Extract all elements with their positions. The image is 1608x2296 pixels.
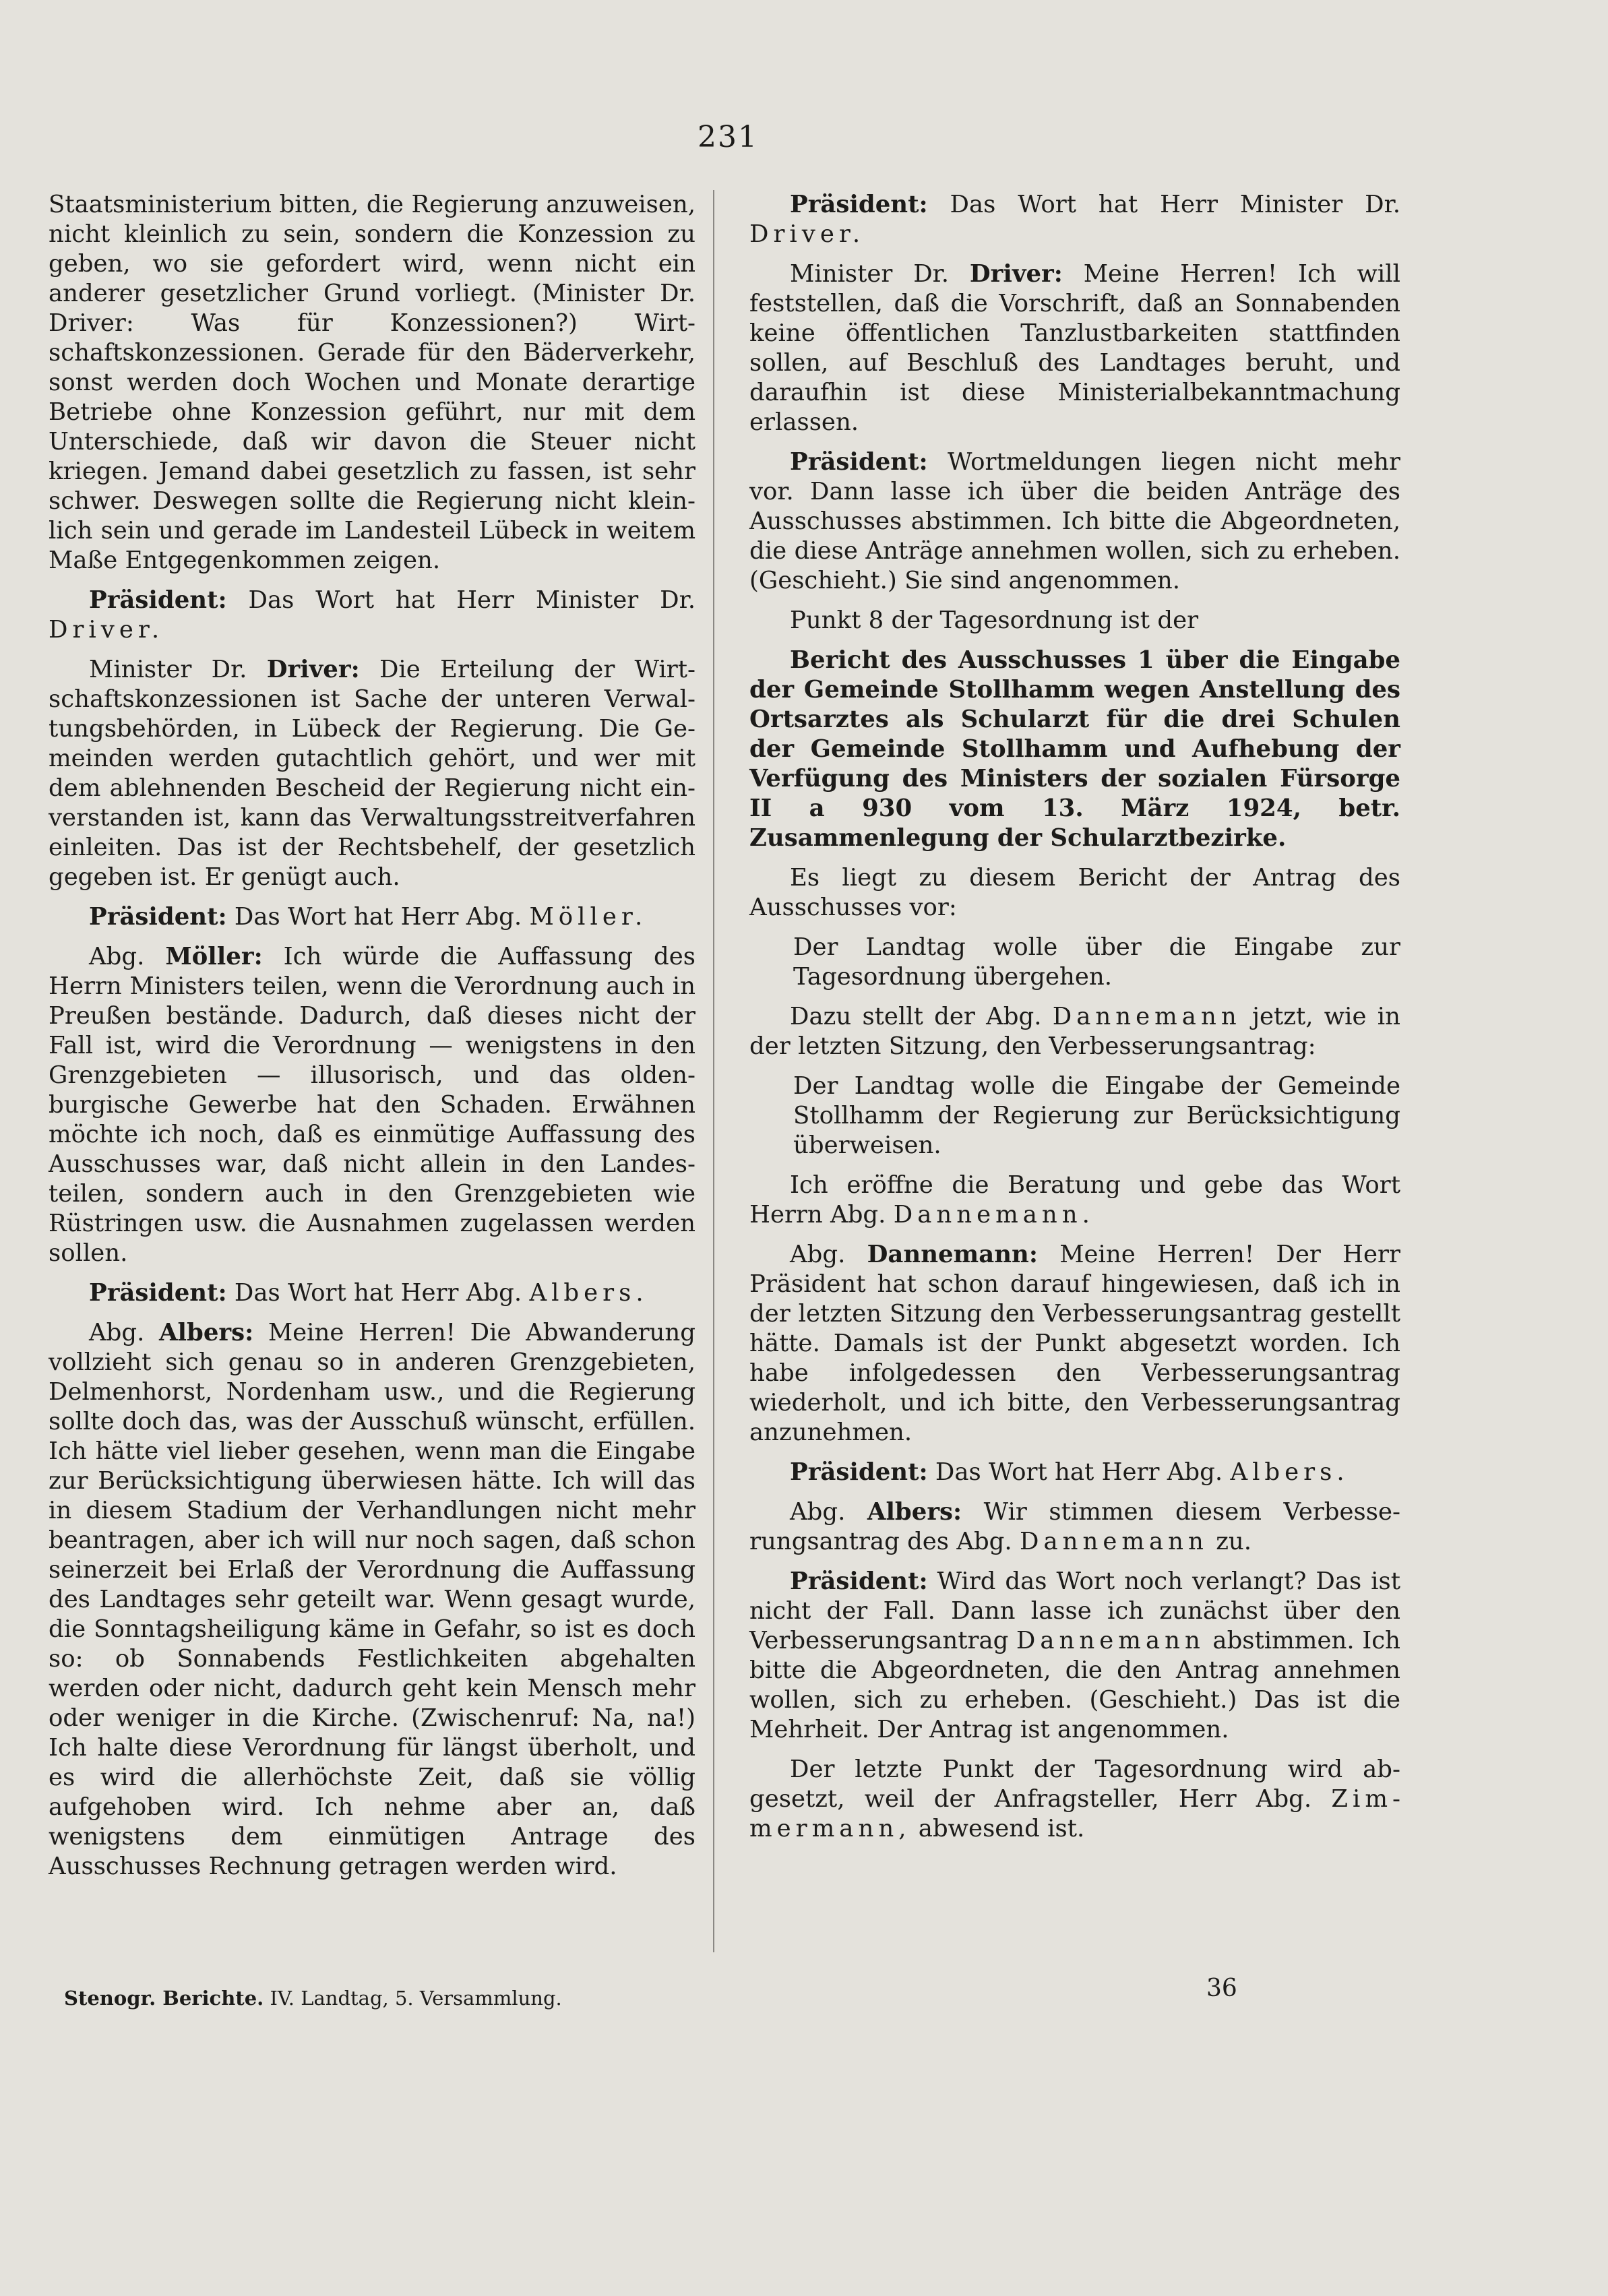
paragraph: Es liegt zu diesem Bericht der Antrag des Ausschusses vor:	[749, 864, 1400, 921]
speaker: Präsident:	[89, 903, 227, 931]
left-column	[49, 190, 695, 1892]
speaker: Driver:	[266, 656, 360, 683]
speech-text: abwesend ist.	[918, 1815, 1085, 1842]
speech-text: Der letzte Punkt der Tagesordnung wird abgesetzt, weil der Anfragsteller, Herr Abg.	[749, 1756, 1400, 1813]
speaker-title: Minister Dr.	[790, 260, 950, 288]
speech-text: Meine Herren! Ich will feststellen, daß die Vorschrift, daß an Sonnabenden keine öffentlichen Tanzlustbarkeiten stattfinden sollen, auf Beschluß des Landtages beruht, und daraufhin ist diese Ministerialbekanntmachung erlassen.	[749, 260, 1400, 436]
speech-text: Das Wort hat Herr Minister Dr.	[248, 586, 695, 614]
speaker-name: Dannemann	[1019, 1528, 1208, 1555]
speaker-title: Minister Dr.	[89, 656, 247, 683]
speaker-title: Abg.	[790, 1498, 846, 1526]
speaker: Albers:	[158, 1319, 254, 1346]
paragraph	[49, 1318, 695, 1882]
speaker: Präsident:	[790, 1568, 928, 1595]
speaker-name: Zimmermann,	[749, 1785, 1400, 1842]
speech-text: Das Wort hat Herr Minister Dr.	[950, 191, 1400, 218]
speaker-title: Abg.	[89, 1319, 145, 1346]
paragraph	[749, 1567, 1400, 1745]
speaker: Dannemann:	[867, 1241, 1038, 1268]
speaker-name: Dannemann.	[893, 1201, 1094, 1229]
speech-text: Wir stimmen diesem Verbesserungsantrag des Abg.	[749, 1498, 1400, 1555]
speech-text: Das Wort hat Herr Abg.	[935, 1458, 1223, 1486]
speech-text: Wortmeldungen liegen nicht mehr vor. Dann lasse ich über die beiden Anträge des Ausschusses abstimmen. Ich bitte die Abgeordneten, die diese Anträge annehmen wollen, sich zu erheben. (Geschieht.) Sie sind angenommen.	[749, 448, 1400, 594]
speaker-name: Dannemann	[1052, 1003, 1241, 1030]
paragraph: Staatsministerium bitten, die Regierung anzuweisen, nicht kleinlich zu sein, sondern die Konzession zu geben, wo sie gefordert wird, wenn nicht ein anderer gesetzlicher Grund vorliegt. (Minister Dr. Driver: Was für Konzessionen?) Wirtschaftskonzessionen. Gerade für den Bäderverkehr, sonst werden doch Wochen und Monate derartige Betriebe ohne Konzession geführt, nur mit dem Unterschiede, daß wir davon die Steuer nicht kriegen. Jemand dabei gesetzlich zu fassen, ist sehr schwer. Deswegen sollte die Regierung nicht kleinlich sein und gerade im Landesteil Lübeck in weitem Maße Entgegenkommen zeigen.	[49, 191, 695, 574]
paragraph	[49, 902, 695, 932]
speaker: Präsident:	[89, 586, 227, 614]
speech-text: Ich würde die Auffassung des Herrn Ministers teilen, wenn die Verordnung auch in Preußen bestände. Dadurch, daß dieses nicht der Fall ist, wird die Verordnung — wenigstens in den Grenzgebieten — illusorisch, und das oldenburgische Gewerbe hat den Schaden. Erwähnen möchte ich noch, daß es einmütige Auffassung des Ausschusses war, daß nicht allein in den Landesteilen, sondern auch in den Grenzgebieten wie Rüstringen usw. die Ausnahmen zugelassen werden sollen.	[49, 943, 695, 1267]
paragraph	[749, 259, 1400, 437]
speech-text: zu.	[1216, 1528, 1252, 1555]
speaker-title: Abg.	[89, 943, 145, 970]
footer-title: Stenogr. Berichte.	[64, 1987, 264, 2010]
page-number: 231	[698, 120, 758, 154]
speaker: Präsident:	[790, 191, 928, 218]
motion-quote: Der Landtag wolle die Eingabe der Gemeinde Stollhamm der Regierung zur Berücksichtigung überweisen.	[793, 1072, 1400, 1159]
footer-session: IV. Landtag, 5. Versammlung.	[270, 1987, 562, 2010]
speaker-name: Driver.	[49, 616, 164, 644]
paragraph	[749, 1171, 1400, 1230]
page-footer	[64, 1987, 562, 2010]
speech-text: Das Wort hat Herr Abg.	[234, 903, 522, 931]
speech-text: Dazu stellt der Abg.	[790, 1003, 1042, 1030]
paragraph	[749, 1755, 1400, 1844]
speech-text: Meine Herren! Die Abwanderung vollzieht sich genau so in anderen Grenzgebieten, Delmenhorst, Nordenham usw., und die Regierung sollte doch das, was der Ausschuß wünscht, erfüllen. Ich hätte viel lieber gesehen, wenn man die Eingabe zur Berücksichtigung überwiesen hätte. Ich will das in diesem Stadium der Verhandlungen nicht mehr beantragen, aber ich will nur noch sagen, daß schon seinerzeit bei Erlaß der Verordnung die Auffassung des Landtages sehr geteilt war. Wenn gesagt wurde, die Sonntagsheiligung käme in Gefahr, so ist es doch so: ob Sonnabends Festlichkeiten abgehalten werden oder nicht, dadurch geht kein Mensch mehr oder weniger in die Kirche. (Zwischenruf: Na, na!) Ich halte diese Verordnung für längst überholt, und es wird die allerhöchste Zeit, daß sie völlig aufgehoben wird. Ich nehme aber an, daß wenigstens dem einmütigen Antrage des Ausschusses Rechnung getragen werden wird.	[49, 1319, 695, 1880]
paragraph	[749, 1497, 1400, 1557]
speech-text: Meine Herren! Der Herr Präsident hat schon darauf hingewiesen, daß ich in der letzten Sitzung den Verbesserungsantrag gestellt hätte. Damals ist der Punkt abgesetzt worden. Ich habe infolgedessen den Verbesserungsantrag wiederholt, und ich bitte, den Verbesserungsantrag anzunehmen.	[749, 1241, 1400, 1446]
paragraph: Punkt 8 der Tagesordnung ist der	[790, 607, 1199, 634]
speech-text: Die Erteilung der Wirtschaftskonzessionen ist Sache der unteren Verwaltungsbehörden, in Lübeck der Regierung. Die Gemeinden werden gutachtlich gehört, und wer mit dem ablehnenden Bescheid der Regierung nicht einverstanden ist, kann das Verwaltungsstreitverfahren einleiten. Das ist der Rechtsbehelf, der gesetzlich gegeben ist. Er genügt auch.	[49, 656, 695, 891]
speaker-name: Albers.	[1230, 1458, 1349, 1486]
speaker-name: Möller.	[529, 903, 648, 931]
speech-text: abstimmen. Ich bitte die Abgeordneten, die den Antrag annehmen wollen, sich zu erheben. (Geschieht.) Das ist die Mehrheit. Der Antrag ist angenommen.	[749, 1627, 1400, 1743]
paragraph	[49, 586, 695, 645]
speech-text: jetzt, wie in der letzten Sitzung, den Verbesserungsantrag:	[749, 1003, 1400, 1060]
paragraph	[49, 942, 695, 1268]
speech-text: Ich eröffne die Beratung und gebe das Wort Herrn Abg.	[749, 1171, 1400, 1229]
motion-quote: Der Landtag wolle über die Eingabe zur Tagesordnung übergehen.	[793, 933, 1400, 991]
speaker-name: Albers.	[529, 1279, 648, 1307]
speaker: Präsident:	[89, 1279, 227, 1307]
paragraph	[49, 655, 695, 892]
speaker-name: Dannemann	[1016, 1627, 1205, 1654]
paragraph	[749, 1002, 1400, 1061]
paragraph	[49, 1278, 695, 1308]
speaker: Albers:	[867, 1498, 962, 1526]
paragraph	[749, 447, 1400, 596]
right-column	[749, 190, 1400, 1854]
speaker: Möller:	[165, 943, 263, 970]
speaker: Präsident:	[790, 448, 928, 476]
speaker: Präsident:	[790, 1458, 928, 1486]
speech-text: Das Wort hat Herr Abg.	[234, 1279, 522, 1307]
paragraph	[749, 190, 1400, 249]
column-divider	[713, 190, 714, 1952]
speaker: Driver:	[969, 260, 1063, 288]
speech-text: Wird das Wort noch verlangt? Das ist nicht der Fall. Dann lasse ich zunächst über den Verbesserungsantrag	[749, 1568, 1400, 1654]
agenda-item-title: Bericht des Ausschusses 1 über die Eingabe der Gemeinde Stollhamm wegen Anstellung des Ortsarztes als Schularzt für die drei Schulen der Gemeinde Stollhamm und Aufhebung der Verfügung des Ministers der sozialen Fürsorge II a 930 vom 13. März 1924, betr. Zusammenlegung der Schularztbezirke.	[749, 646, 1400, 852]
paragraph	[749, 1240, 1400, 1448]
speaker-name: Driver.	[749, 220, 865, 248]
paragraph	[749, 1458, 1400, 1487]
sheet-signature: 36	[1206, 1975, 1237, 2002]
speaker-title: Abg.	[790, 1241, 846, 1268]
